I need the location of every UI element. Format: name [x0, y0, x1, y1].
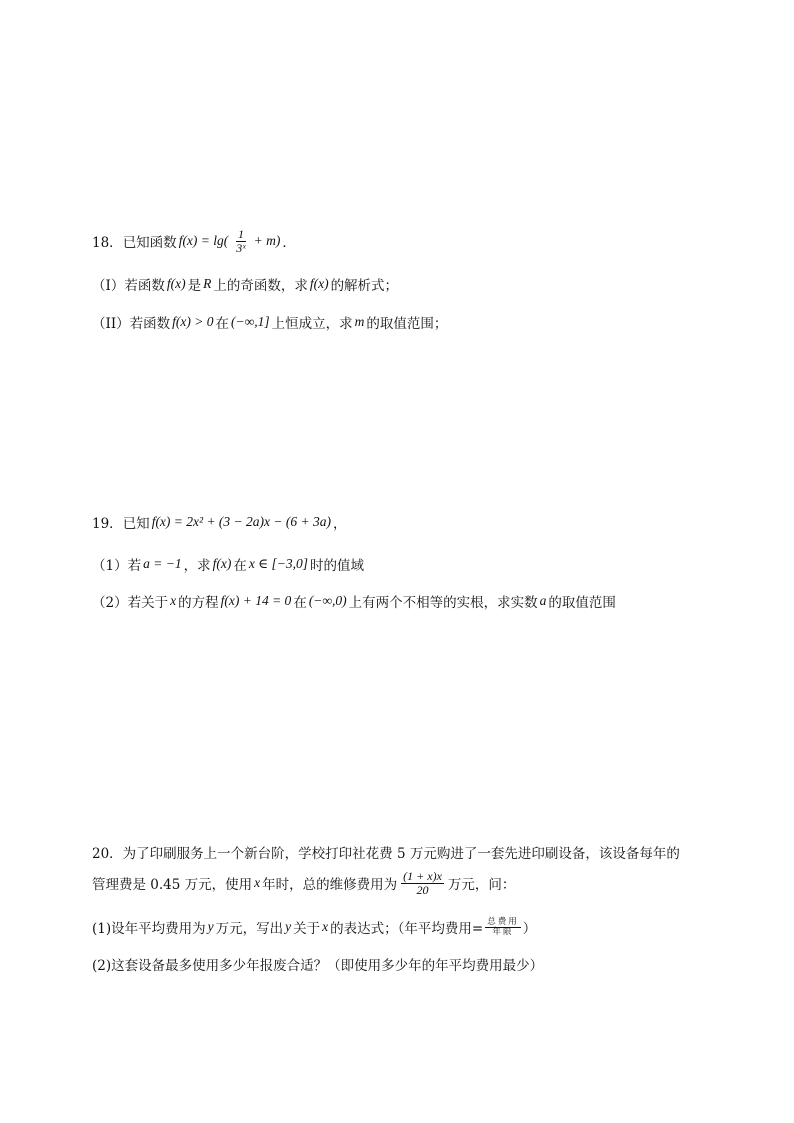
fraction: $\frac{(1 + x)x}{20}$ [403, 869, 442, 897]
problem-20-part-1: (1)设年平均费用为 y 万元，写出 y 关于 x 的表达式；（年平均费用= $\frac{\text{总费用}}{\text{年限}}$ ） [92, 916, 537, 937]
function-expression: f(x) = 2x² + (3 − 2a)x − (6 + 3a) [151, 514, 331, 529]
fraction: $\frac{\text{总费用}}{\text{年限}}$ [487, 916, 519, 937]
problem-number: 18． [92, 235, 123, 252]
problem-18-stem: 18． 已知函数 f(x) = lg( $\frac{1}{\text{3ˣ}}$ + m) ． [92, 227, 296, 255]
problem-number: 19． [92, 516, 123, 532]
problem-18-part-2: （II）若函数 f(x) > 0 在 (−∞,1] 上恒成立，求 m 的取值范围； [92, 314, 448, 332]
problem-20-stem-line-1: 20．为了印刷服务上一个新台阶，学校打印社花费 5 万元购进了一套先进印刷设备，该设备每年的 [92, 846, 680, 862]
function-expression: f(x) = lg( [178, 233, 229, 249]
problem-19-part-2: （2）若关于 x 的方程 f(x) + 14 = 0 在 (−∞,0) 上有两个不相等的实根，求实数 a 的取值范围 [92, 593, 616, 611]
problem-20-part-2: (2)这套设备最多使用多少年报废合适？（即使用多少年的年平均费用最少） [92, 958, 544, 974]
problem-20-stem-line-2: 管理费是 0.45 万元，使用 x 年时，总的维修费用为 $\frac{(1 + x)x}{20}$ 万元，问： [92, 869, 516, 897]
problem-19-part-1: （1）若 a = −1 ，求 f(x) 在 x ∈ [−3,0] 时的值域 [92, 556, 365, 574]
fraction: $\frac{1}{\text{3ˣ}}$ [236, 227, 246, 255]
problem-19-stem: 19． 已知 f(x) = 2x² + (3 − 2a)x − (6 + 3a) ， [92, 514, 347, 532]
problem-18-part-1: （I）若函数 f(x) 是 R 上的奇函数，求 f(x) 的解析式； [92, 276, 399, 294]
